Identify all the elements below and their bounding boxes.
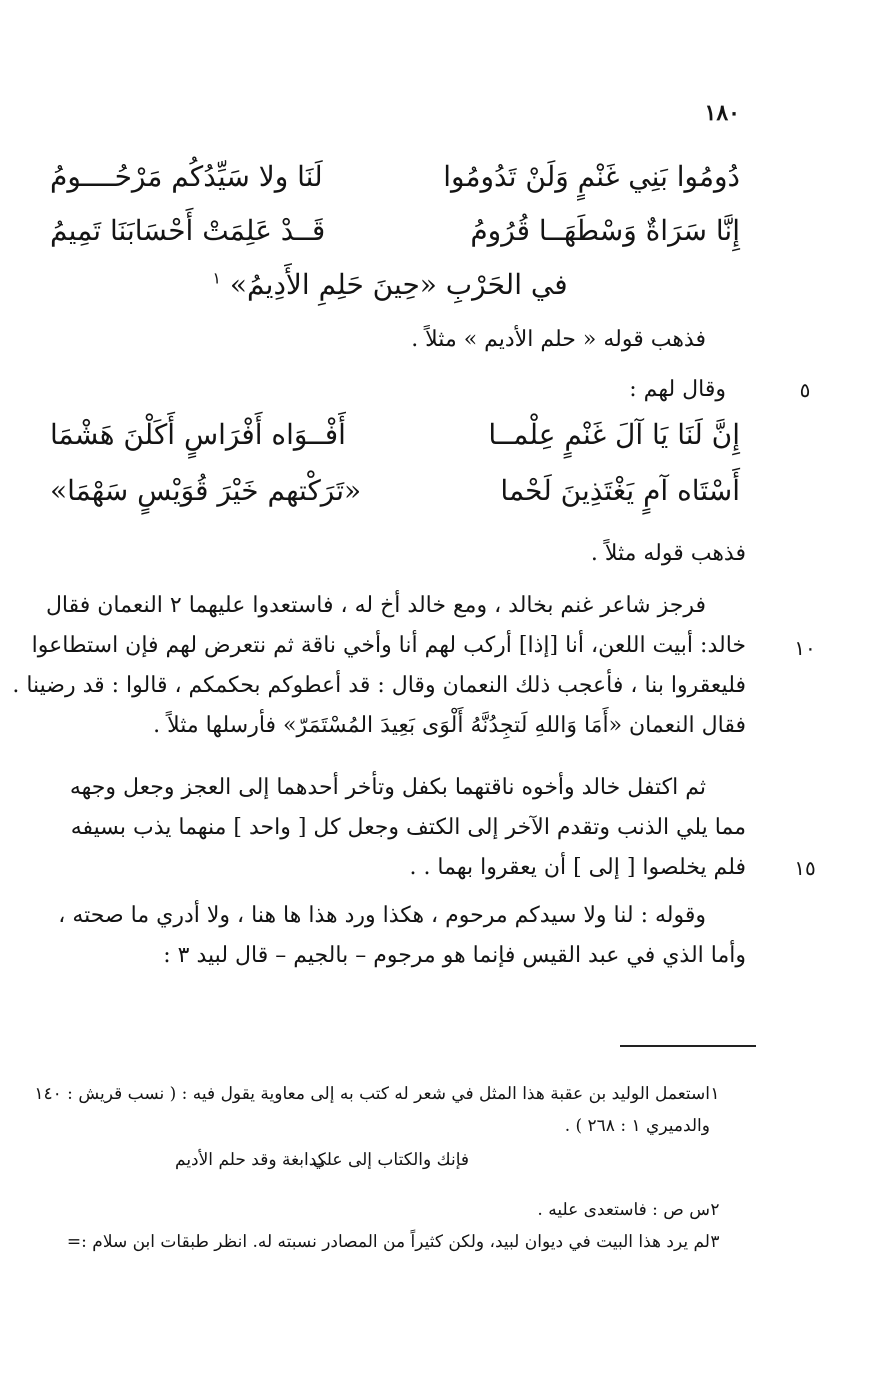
footnote-number: ١	[710, 1084, 720, 1104]
poem-verse	[40, 160, 740, 216]
verse-second-hemistich: قَــدْ عَلِمَتْ أَحْسَابَنَا تَمِيمُ	[50, 214, 326, 247]
verse-first-hemistich: إِنَّ لَنَا يَا آلَ غَنْمٍ عِلْمــا	[488, 418, 740, 451]
verse-first-hemistich: أَسْتَاه آمٍ يَغْتَذِينَ لَحْما	[500, 474, 740, 507]
text-line: ثم اكتفل خالد وأخوه ناقتهما بكفل وتأخر أحدهما إلى العجز وجعل وجهه	[69, 775, 706, 800]
text-line: فقال النعمان «أَمَا وَاللهِ لَتجِدُنَّهُ أَلْوَى بَعِيدَ المُسْتَمَرّ» فأرسلها مثلاً .	[153, 713, 746, 738]
footnote-verse-first: فإنك والكتاب إلى علي	[312, 1150, 469, 1170]
poem-verse	[40, 214, 740, 270]
page-number: ١٨٠	[704, 100, 740, 126]
text-line: فليعقروا بنا ، فأعجب ذلك النعمان وقال : قد أعطوكم بحكمكم ، قالوا : قد رضينا .	[12, 673, 746, 698]
line-number-marker: ١٠	[794, 636, 816, 660]
line-number-marker: ٥	[799, 378, 811, 402]
footnote-line: والدميري ١ : ٢٦٨ ) .	[564, 1116, 710, 1136]
line-number-marker: ١٥	[794, 856, 816, 880]
verse-first-hemistich: دُومُوا بَنِي غَنْمٍ وَلَنْ تَدُومُوا	[443, 160, 740, 193]
poem-verse	[40, 474, 740, 530]
footnote-line: لم يرد هذا البيت في ديوان لبيد، ولكن كثيراً من المصادر نسبته له. انظر طبقات ابن سلام :=	[66, 1232, 710, 1252]
text-line: مما يلي الذنب وتقدم الآخر إلى الكتف وجعل كل [ واحد ] منهما يذب بسيفه	[70, 815, 746, 840]
paragraph	[56, 896, 746, 976]
verse-second-hemistich: «تَرَكْتهم خَيْرَ قُوَيْسٍ سَهْمَا»	[50, 474, 362, 507]
footnote-number: ٣	[710, 1232, 720, 1252]
paragraph	[56, 370, 746, 410]
footnote-ref: ١	[212, 268, 221, 288]
footnote-verse-second: كدابغة وقد حلم الأديم	[175, 1150, 326, 1170]
text-line: وقوله : لنا ولا سيدكم مرحوم ، هكذا ورد هذا ها هنا ، ولا أدري ما صحته ،	[58, 903, 706, 928]
footnote-line: استعمل الوليد بن عقبة هذا المثل في شعر له كتب به إلى معاوية يقول فيه : ( نسب قريش : ١٤٠	[34, 1084, 710, 1104]
footnote-separator	[620, 1045, 756, 1047]
poem-tail-text: في الحَرْبِ «حِينَ حَلِمِ الأَدِيمُ»	[229, 268, 568, 301]
paragraph	[12, 586, 746, 746]
poem-tail-line	[180, 268, 600, 301]
verse-first-hemistich: إِنَّا سَرَاةٌ وَسْطَهَــا قُرُومُ	[470, 214, 740, 247]
paragraph	[56, 768, 746, 888]
paragraph	[56, 320, 746, 360]
text-line: وأما الذي في عبد القيس فإنما هو مرجوم – بالجيم – قال لبيد ٣ :	[163, 943, 746, 968]
footnote-number: ٢	[710, 1200, 720, 1220]
text-line: فذهب قوله مثلاً .	[590, 541, 746, 566]
poem-verse	[40, 418, 740, 474]
verse-second-hemistich: لَنَا ولا سَيِّدُكُم مَرْحُــــومُ	[50, 160, 323, 193]
footnote-line: س ص : فاستعدى عليه .	[537, 1200, 710, 1220]
text-line: فلم يخلصوا [ إلى ] أن يعقروا بهما . .	[409, 855, 746, 880]
text-line: فذهب قوله « حلم الأديم » مثلاً .	[411, 327, 706, 352]
text-line: فرجز شاعر غنم بخالد ، ومع خالد أخ له ، فاستعدوا عليهما ٢ النعمان فقال	[45, 593, 706, 618]
verse-second-hemistich: أَفْــوَاه أَفْرَاسٍ أَكَلْنَ هَشْمَا	[50, 418, 346, 451]
paragraph	[56, 534, 746, 574]
text-line: وقال لهم :	[629, 377, 726, 402]
text-line: خالد: أبيت اللعن، أنا [إذا] أركب لهم أنا وأخي ناقة ثم نتعرض لهم فإن استطاعوا	[31, 633, 746, 658]
